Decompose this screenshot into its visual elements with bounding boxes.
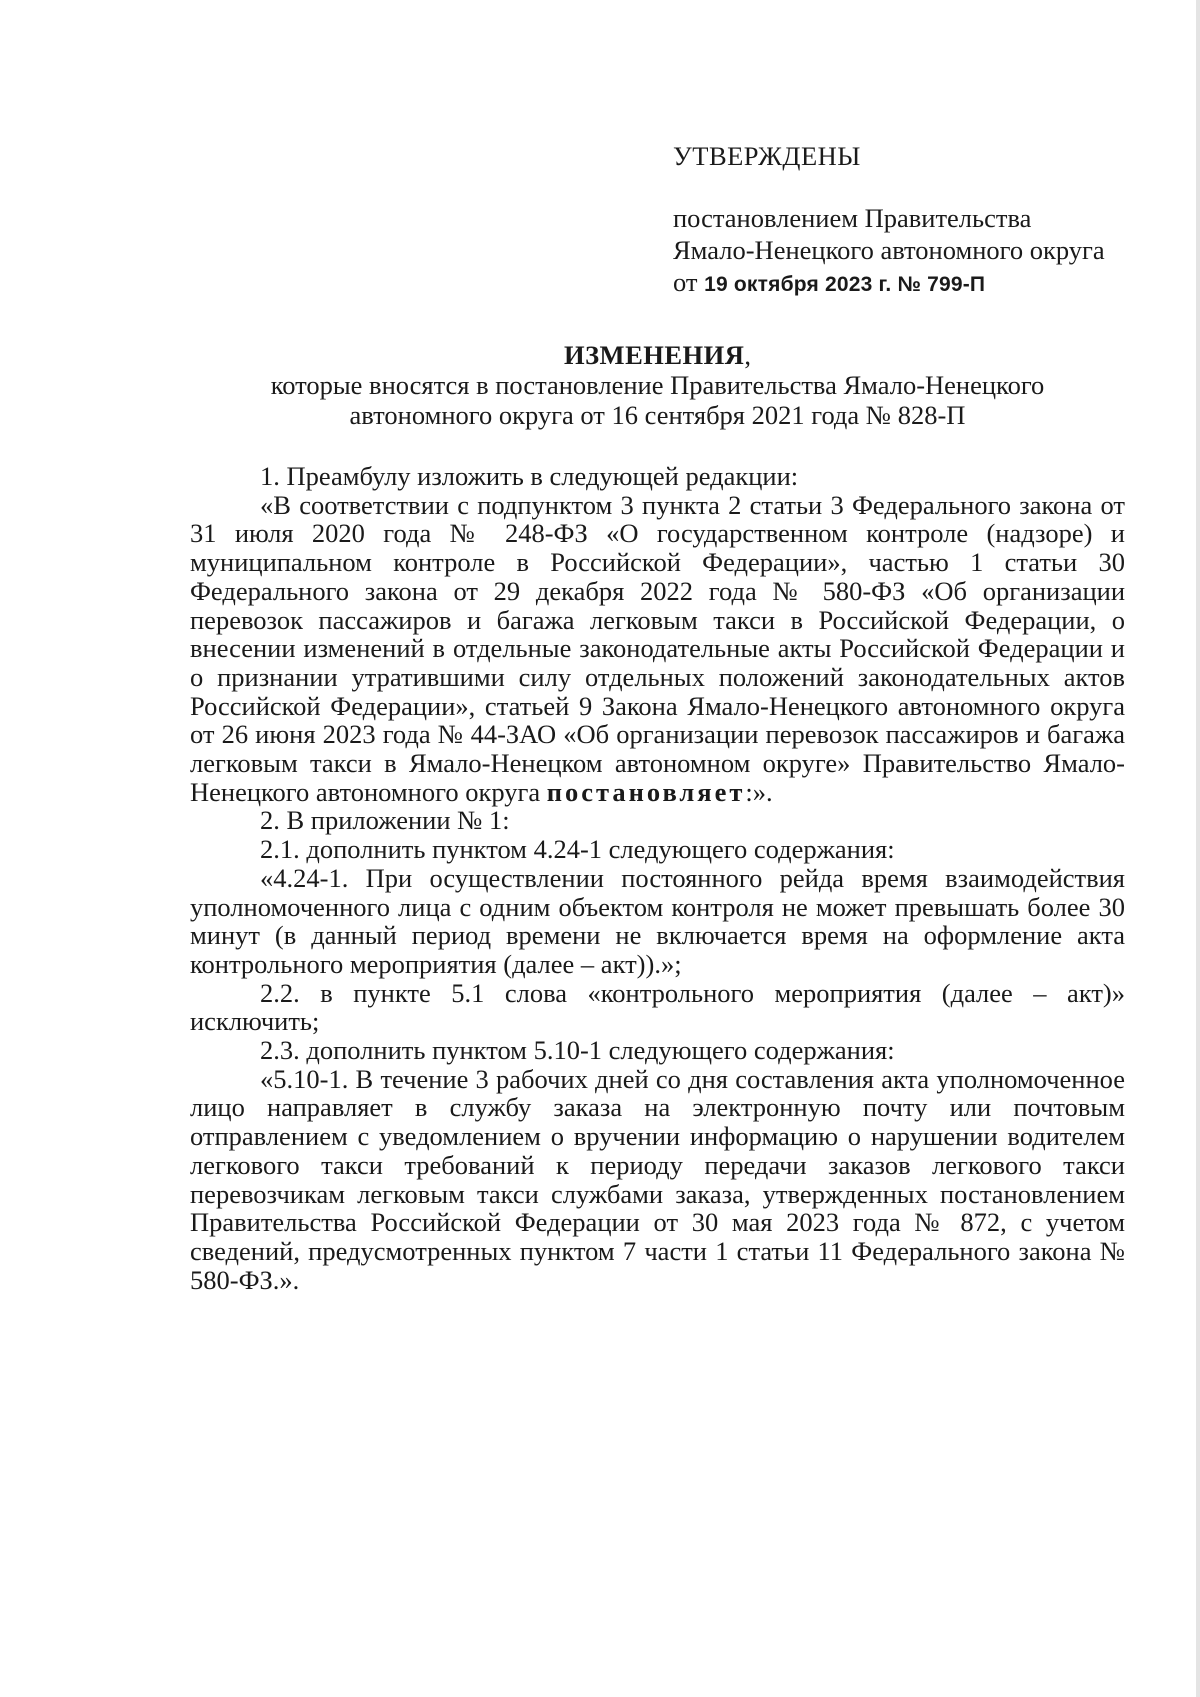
- approval-details: [673, 202, 1173, 301]
- page-edge: [1196, 0, 1200, 1697]
- approval-date-prefix: от: [673, 267, 698, 297]
- paragraph-2-end: :».: [745, 776, 773, 807]
- paragraph-5: «4.24-1. При осуществлении постоянного рейда время взаимодействия уполномоченного лица с одним объектом контроля не может превышать более 30 минут (в данный период времени не включается время на оформление акта контрольного мероприятия (далее – акт)).»;: [190, 862, 1125, 979]
- document-subtitle-line-1: которые вносятся в постановление Правительства Ямало-Ненецкого: [270, 370, 1045, 400]
- paragraph-2-emphasis: постановляет: [546, 776, 746, 807]
- document-title-suffix: ,: [744, 340, 752, 370]
- approval-line-2: Ямало-Ненецкого автономного округа: [673, 235, 1105, 265]
- paragraph-4: 2.1. дополнить пунктом 4.24-1 следующего содержания:: [260, 834, 895, 865]
- document-subtitle-line-2: автономного округа от 16 сентября 2021 года № 828-П: [349, 400, 966, 430]
- paragraph-2: [190, 491, 1125, 807]
- approval-date-value: 19 октября 2023 г. № 799-П: [704, 273, 986, 296]
- document-title-line: [190, 340, 1125, 370]
- paragraph-3: 2. В приложении № 1:: [260, 805, 510, 836]
- paragraph-1: 1. Преамбулу изложить в следующей редакции:: [260, 461, 799, 491]
- approval-line-1: постановлением Правительства: [673, 203, 1032, 233]
- document-title: ИЗМЕНЕНИЯ: [563, 340, 745, 370]
- document-body: [190, 462, 1125, 1294]
- paragraph-7: 2.3. дополнить пунктом 5.10-1 следующего содержания:: [260, 1035, 895, 1066]
- approval-stamp-block: [673, 140, 1173, 301]
- approval-date-line: [673, 266, 1173, 301]
- document-heading: [190, 340, 1125, 430]
- approval-title: УТВЕРЖДЕНЫ: [673, 141, 861, 171]
- paragraph-8: «5.10-1. В течение 3 рабочих дней со дня составления акта уполномоченное лицо направляет в службу заказа на электронную почту или почтовым отправлением с уведомлением о вручении информацию о нарушении водителем легкового такси требований к периоду передачи заказов легкового такси перевозчикам легковым такси службами заказа, утвержденных постановлением Правительства Российской Федерации от 30 мая 2023 года № 872, с учетом сведений, предусмотренных пунктом 7 части 1 статьи 11 Федерального закона № 580-ФЗ.».: [190, 1063, 1125, 1295]
- paragraph-2-main: «В соответствии с подпунктом 3 пункта 2 статьи 3 Федерального закона от 31 июля 2020 года № 248-ФЗ «О государственном контроле (надзоре) и муниципальном контроле в Российской Федерации», частью 1 статьи 30 Федерального закона от 29 декабря 2022 года № 580-ФЗ «Об организации перевозок пассажиров и багажа легковым такси в Российской Федерации, о внесении изменений в отдельные законодательные акты Российской Федерации и о признании утратившими силу отдельных положений законодательных актов Российской Федерации», статьей 9 Закона Ямало-Ненецкого автономного округа от 26 июня 2023 года № 44-ЗАО «Об организации перевозок пассажиров и багажа легковым такси в Ямало-Ненецком автономном округе» Правительство Ямало-Ненецкого автономного округа: [190, 489, 1125, 807]
- paragraph-6: 2.2. в пункте 5.1 слова «контрольного мероприятия (далее – акт)» исключить;: [190, 977, 1125, 1037]
